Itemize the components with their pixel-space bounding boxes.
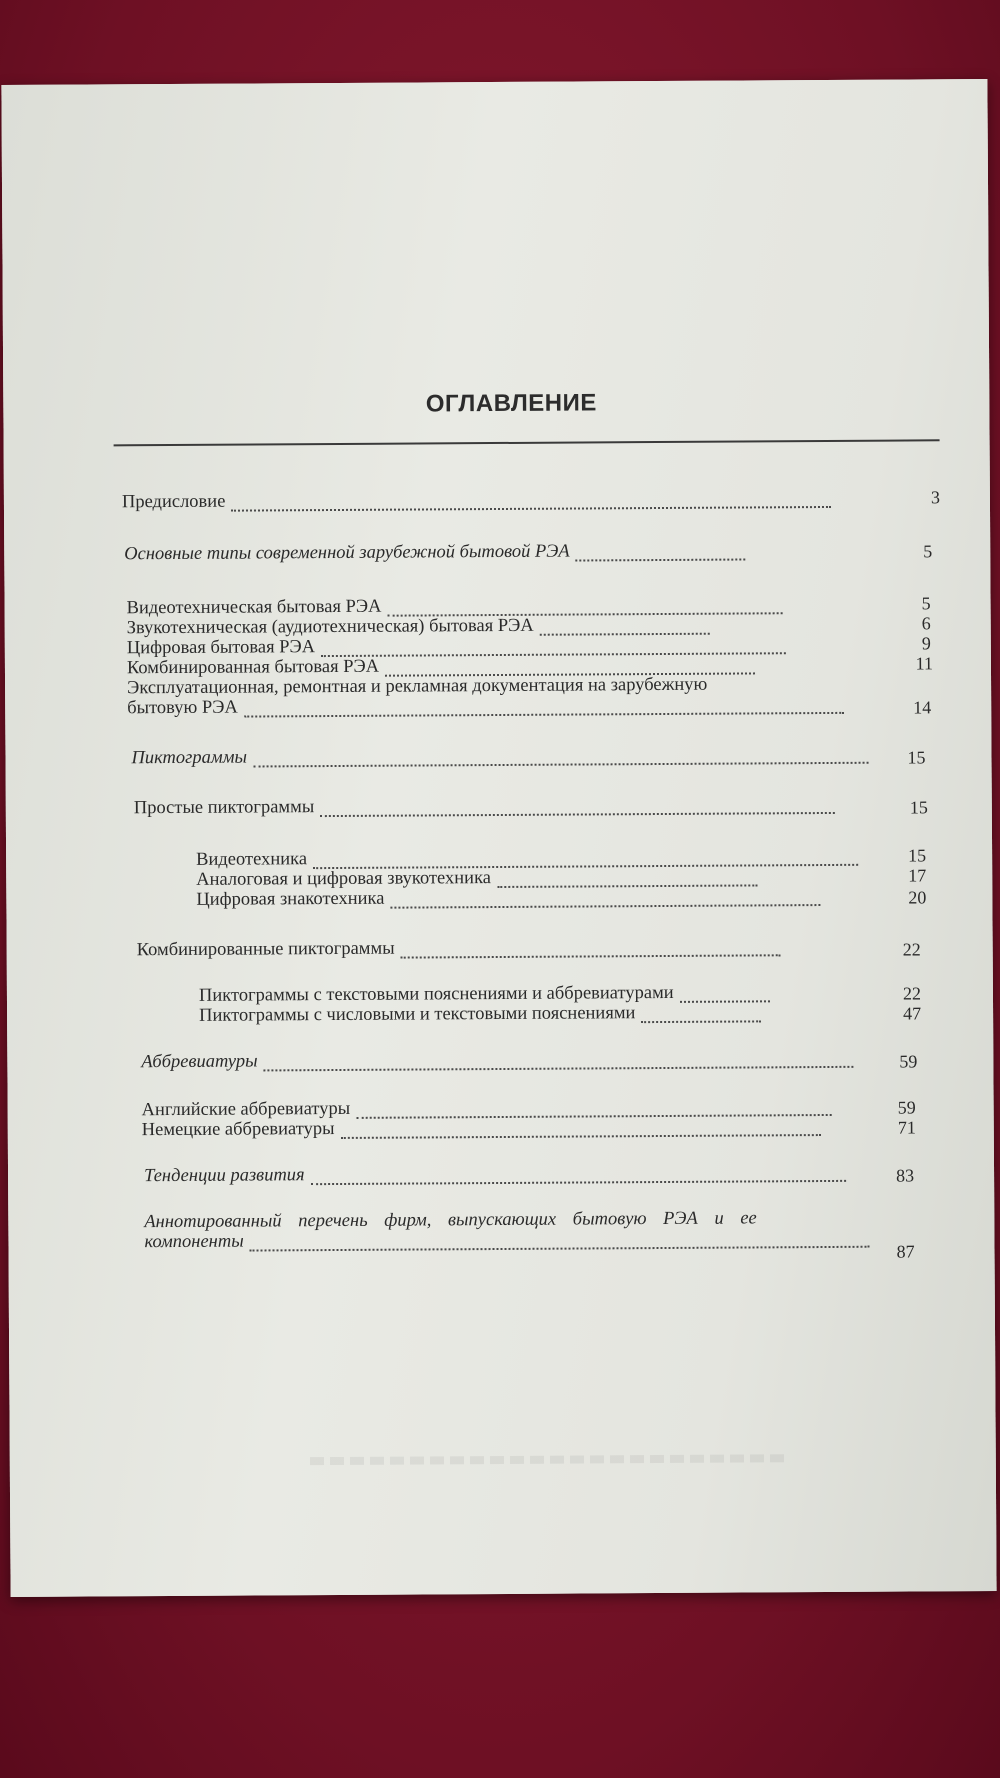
toc-leader (231, 494, 831, 512)
toc-entry (124, 540, 746, 564)
toc-entry (131, 744, 868, 768)
toc-entry (196, 846, 858, 870)
toc-page-number: 59 (899, 1051, 918, 1072)
toc-entry-title: Простые пиктограммы (133, 797, 315, 819)
toc-entry-title: бытовую РЭА (127, 697, 238, 719)
toc-page-number: 5 (923, 541, 933, 562)
toc-leader (341, 1122, 821, 1139)
toc-entry (196, 886, 820, 910)
toc-leader (244, 700, 844, 718)
toc-entry-title: Аналоговая и цифровая звукотехника (196, 868, 492, 890)
toc-page-number: 87 (896, 1241, 915, 1262)
toc-entry-title: Предисловие (121, 491, 226, 513)
toc-page-number: 14 (913, 697, 932, 718)
toc-entry-title: Эксплуатационная, ремонтная и рекламная документация на зарубежную (127, 674, 708, 699)
toc-leader (387, 600, 782, 616)
toc-entry (199, 1002, 761, 1025)
toc-entry (137, 936, 781, 960)
toc-page-number: 83 (896, 1165, 915, 1186)
toc-leader (311, 1168, 846, 1185)
toc-leader (401, 942, 781, 958)
toc-entry-title: Тенденции развития (143, 1165, 305, 1187)
toc-page-number: 5 (921, 593, 931, 614)
toc-entry (144, 1162, 846, 1186)
toc-entry-title: Комбинированная бытовая РЭА (126, 656, 380, 679)
toc-page-number: 22 (902, 939, 921, 960)
toc-entry (142, 1116, 821, 1140)
toc-entry-title: Цифровая бытовая РЭА (126, 637, 316, 659)
toc-entry-title: Пиктограммы с текстовыми пояснениями и аббревиатурами (198, 982, 674, 1006)
toc-leader (540, 621, 710, 636)
book-page (1, 79, 996, 1597)
toc-page-number: 22 (902, 983, 922, 1004)
toc-page-number: 17 (908, 865, 927, 886)
toc-entry-title: Пиктограммы с числовыми и текстовыми пояснениями (199, 1003, 636, 1026)
toc-leader (390, 892, 820, 909)
toc-entry (127, 694, 844, 718)
toc-entry-title: Основные типы современной зарубежной бытовой РЭА (124, 541, 570, 565)
toc-entry (144, 1228, 869, 1252)
toc-page-number: 59 (897, 1097, 916, 1118)
toc-page-number: 47 (903, 1003, 922, 1024)
toc-entry-title: Немецкие аббревиатуры (141, 1119, 335, 1141)
toc-leader (320, 800, 835, 817)
toc-leader (253, 750, 868, 768)
toc-page-number: 71 (897, 1117, 916, 1138)
toc-page-number: 9 (921, 633, 931, 654)
toc-entry (134, 794, 836, 818)
toc-page-number: 15 (909, 797, 928, 818)
toc-entry-title: Цифровая знакотехника (196, 888, 385, 910)
toc-page-number: 3 (930, 487, 940, 508)
toc-page-number: 15 (908, 845, 927, 866)
toc-entry-title: Звукотехническая (аудиотехническая) бытовая РЭА (126, 615, 534, 639)
toc-entry-title: Английские аббревиатуры (141, 1098, 351, 1121)
toc-entry-title: компоненты (144, 1231, 244, 1253)
toc-leader (680, 988, 770, 1003)
toc-leader (576, 546, 746, 561)
toc-page-number: 20 (908, 887, 927, 908)
toc-leader (641, 1008, 761, 1023)
page-title: ОГЛАВЛЕНИЕ (425, 389, 597, 418)
table-of-contents (1, 79, 996, 1597)
toc-leader (250, 1234, 870, 1252)
toc-entry (141, 1048, 853, 1072)
toc-entry-title: Видеотехника (196, 849, 308, 870)
toc-entry (122, 488, 832, 512)
toc-page-number: 15 (907, 747, 926, 768)
toc-leader (264, 1054, 854, 1072)
toc-entry-title: Комбинированные пиктограммы (136, 938, 395, 961)
toc-entry-title: Аббревиатуры (141, 1051, 258, 1073)
toc-entry-title: Видеотехническая бытовая РЭА (126, 596, 382, 619)
toc-entry-title: Аннотированный перечень фирм, выпускающих бытовую РЭА и ее (144, 1208, 757, 1233)
toc-page-number: 11 (915, 653, 934, 674)
toc-page-number: 6 (921, 613, 931, 634)
toc-entry-title: Пиктограммы (131, 747, 248, 769)
